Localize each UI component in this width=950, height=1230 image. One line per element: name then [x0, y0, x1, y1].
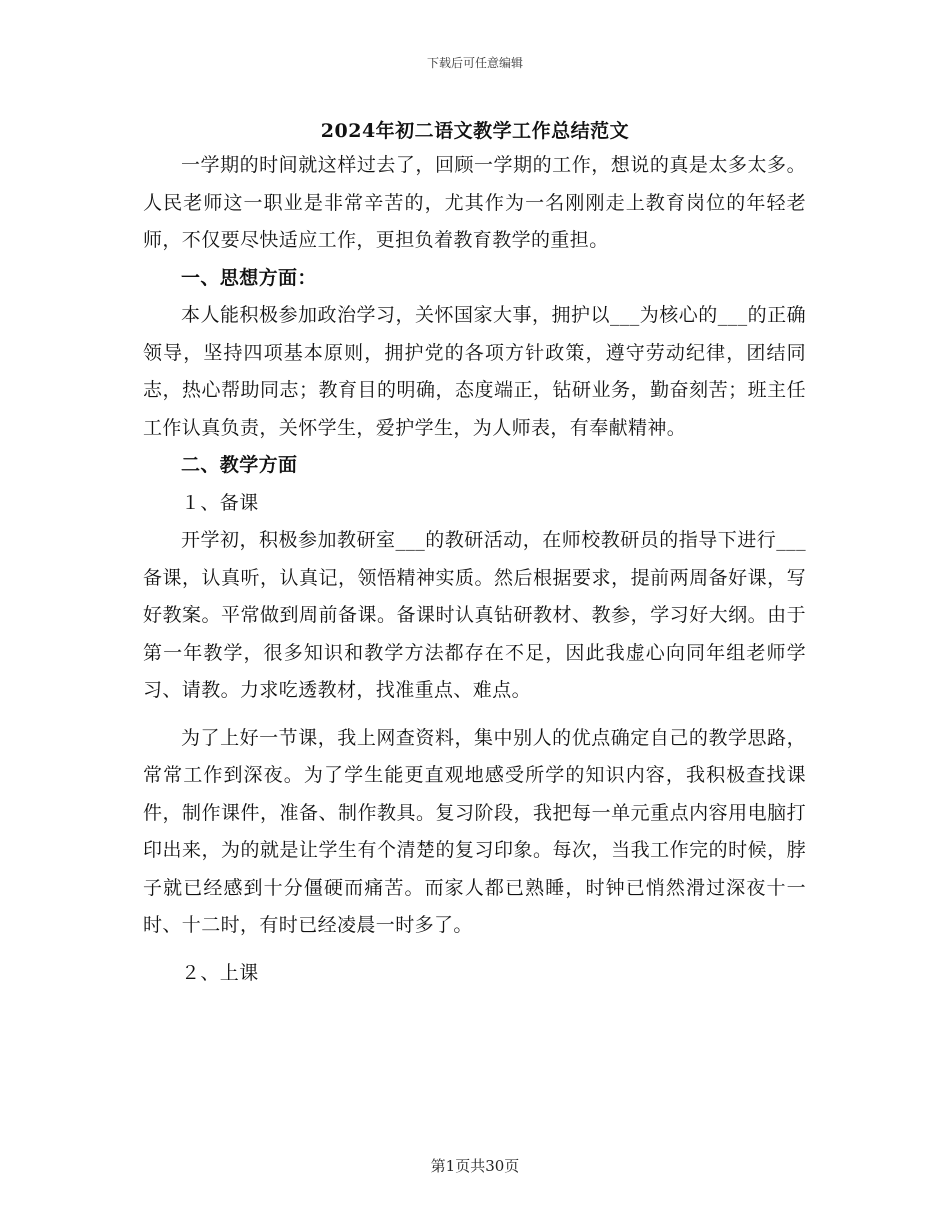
paragraph-gap [143, 710, 806, 720]
section-heading-teaching: 二、教学方面 [181, 454, 298, 476]
document-body [143, 147, 806, 992]
section-heading-thought: 一、思想方面： [181, 266, 317, 289]
header-note: 下载后可任意编辑 [426, 56, 523, 70]
subsection-class: ２、上课 [181, 961, 259, 984]
paragraph-preparation-detail: 为了上好一节课，我上网查资料，集中别人的优点确定自己的教学思路，常常工作到深夜。为了学生能更直观地感受所学的知识内容，我积极查找课件，制作课件，准备、制作教具。复习阶段，我把每一单元重点内容用电脑打印出来，为的就是让学生有个清楚的复习印象。每次，当我工作完的时候，脖子就已经感到十分僵硬而痛苦。而家人都已熟睡，时钟已悄然滑过深夜十一时、十二时，有时已经凌晨一时多了。 [143, 726, 806, 936]
subsection-lesson-prep: １、备课 [181, 491, 259, 514]
page-number: 第1页共30页 [430, 1157, 520, 1175]
paragraph-thought: 本人能积极参加政治学习，关怀国家大事，拥护以___为核心的___的正确领导，坚持四项基本原则，拥护党的各项方针政策，遵守劳动纪律，团结同志，热心帮助同志；教育目的明确，态度端正，钻研业务，勤奋刻苦；班主任工作认真负责，关怀学生，爱护学生，为人师表，有奉献精神。 [143, 304, 806, 439]
paragraph-lesson-prep: 开学初，积极参加教研室___的教研活动，在师校教研员的指导下进行___备课，认真听，认真记，领悟精神实质。然后根据要求，提前两周备好课，写好教案。平常做到周前备课。备课时认真钻研教材、教参，学习好大纲。由于第一年教学，很多知识和教学方法都存在不足，因此我虚心向同年组老师学习、请教。力求吃透教材，找准重点、难点。 [143, 529, 806, 701]
document-title: 2024年初二语文教学工作总结范文 [320, 120, 630, 142]
paragraph-gap [143, 945, 806, 955]
paragraph-intro: 一学期的时间就这样过去了，回顾一学期的工作，想说的真是太多太多。人民老师这一职业是非常辛苦的，尤其作为一名刚刚走上教育岗位的年轻老师，不仅要尽快适应工作，更担负着教育教学的重担。 [143, 154, 806, 251]
